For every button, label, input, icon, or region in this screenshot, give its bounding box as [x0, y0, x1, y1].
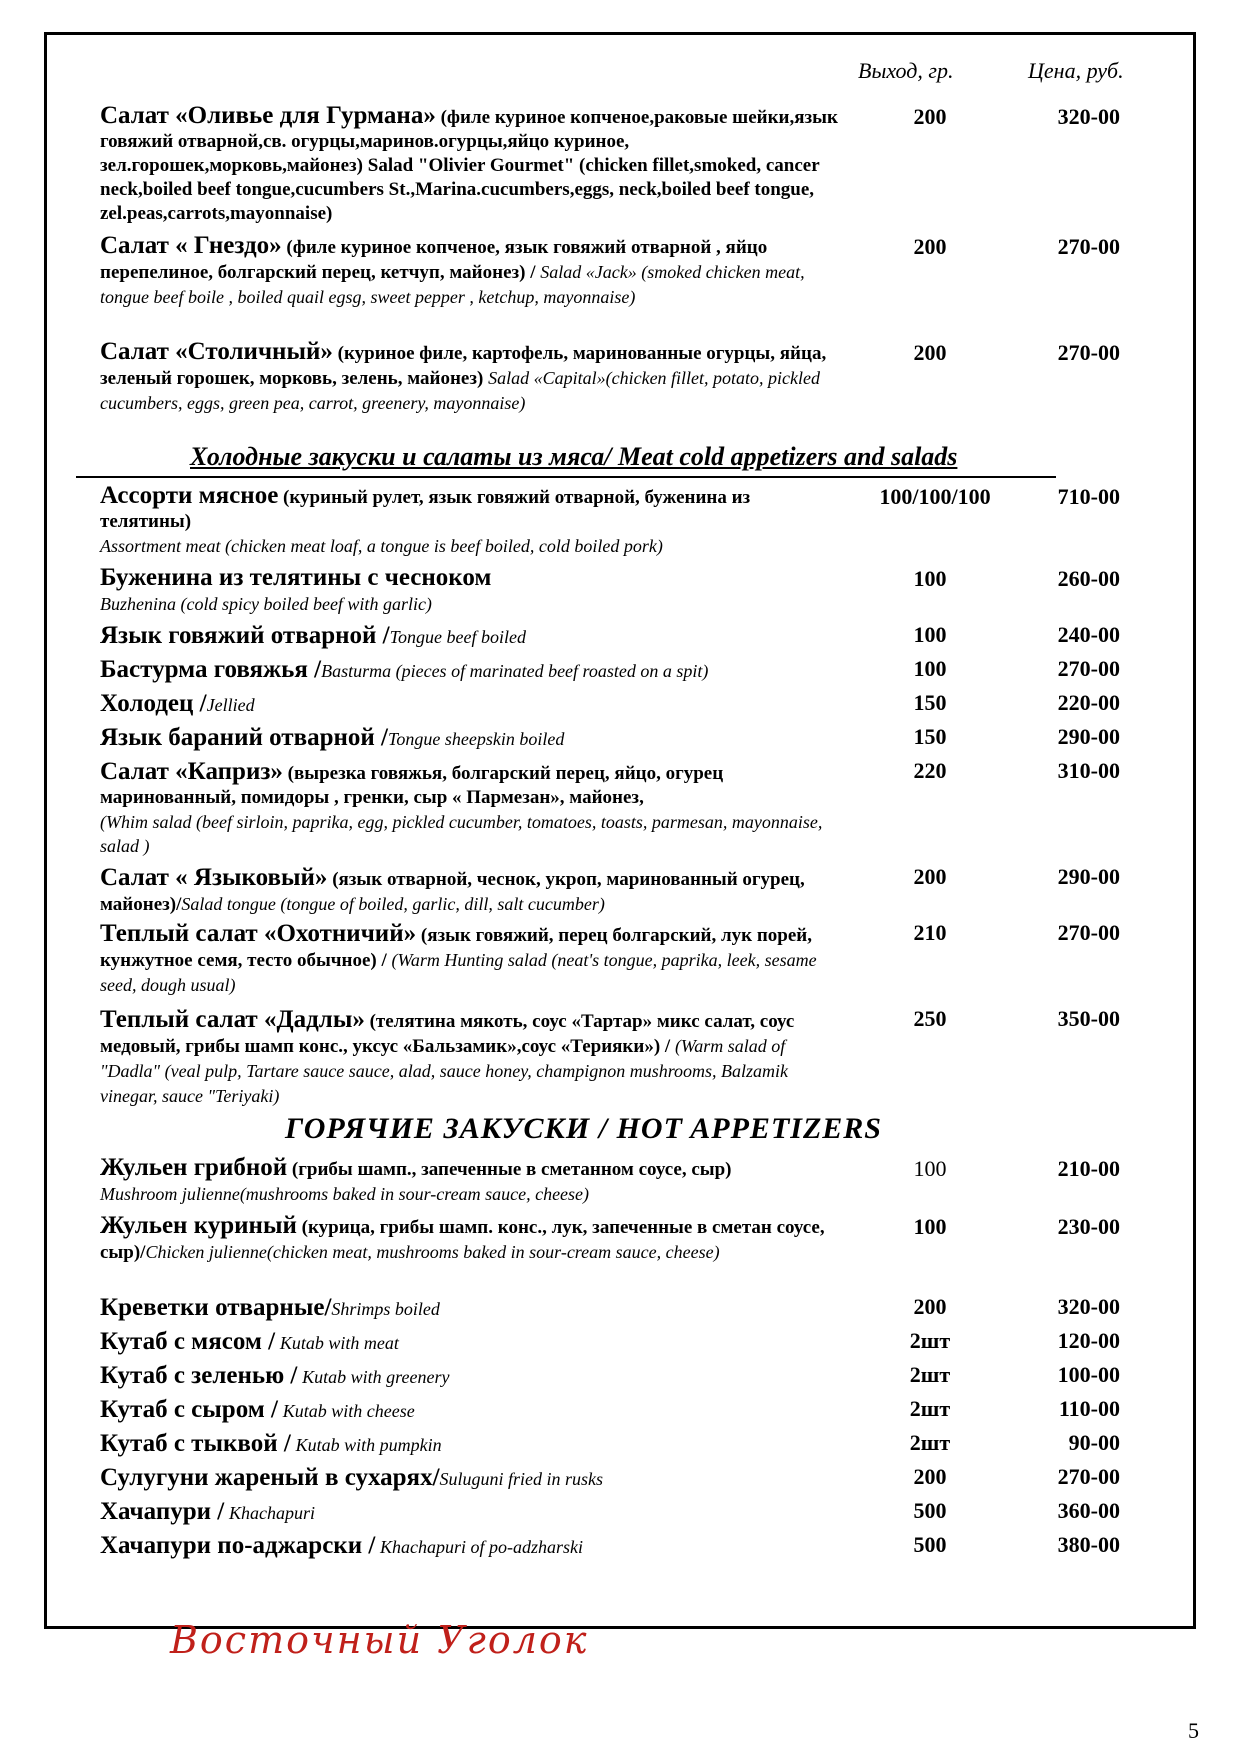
- item-weight: 150: [913, 690, 947, 715]
- item-price: 270-00: [1057, 234, 1120, 259]
- menu-item: Кутаб с мясом / Kutab with meat: [100, 1328, 399, 1355]
- menu-item: Теплый салат «Дадлы» (телятина мякоть, соус «Тартар» микс салат, соус медовый, грибы шамп конс., уксус «Бальзамик»,соус «Терияки») / (Warm salad of "Dadla" (veal pulp, Tartare sauce sauce, alad, sauce honey, champignon mushrooms, Balzamik vinegar, sauce "Teriyaki): [100, 1006, 795, 1106]
- menu-item: Кутаб с тыквой / Kutab with pumpkin: [100, 1430, 442, 1457]
- item-weight: 100: [913, 1156, 947, 1181]
- menu-item: Теплый салат «Охотничий» (язык говяжий, перец болгарский, лук порей, кунжутное семя, тесто обычное) / (Warm Hunting salad (neat's tongue, paprika, leek, sesame seed, dough usual): [100, 920, 817, 995]
- item-weight: 500: [913, 1498, 947, 1523]
- item-price: 310-00: [1057, 758, 1120, 783]
- menu-item: Кутаб с зеленью / Kutab with greenery: [100, 1362, 450, 1389]
- item-weight: 250: [913, 1006, 947, 1031]
- menu-item: Салат « Гнездо» (филе куриное копченое, язык говяжий отварной , яйцо перепелиное, болгарский перец, кетчуп, майонез) / Salad «Jack» (smoked chicken meat, tongue beef boile , boiled quail egsg, sweet pepper , ketchup, mayonnaise): [100, 232, 805, 307]
- page-number: 5: [1188, 1718, 1199, 1743]
- item-price: 350-00: [1057, 1006, 1120, 1031]
- menu-item: Салат « Языковый» (язык отварной, чеснок, укроп, маринованный огурец, майонез)/Salad tongue (tongue of boiled, garlic, dill, salt cucumber): [100, 864, 805, 915]
- menu-item: Язык говяжий отварной /Tongue beef boiled: [100, 622, 526, 649]
- menu-item: Кутаб с сыром / Kutab with cheese: [100, 1396, 415, 1423]
- section-title-hot: ГОРЯЧИЕ ЗАКУСКИ / HOT APPETIZERS: [285, 1112, 882, 1145]
- item-price: 320-00: [1057, 1294, 1120, 1319]
- menu-item: Язык бараний отварной /Tongue sheepskin boiled: [100, 724, 565, 751]
- menu-item: Жульен грибной (грибы шамп., запеченные в сметанном соусе, сыр) Mushroom julienne(mushrooms baked in sour-cream sauce, cheese): [100, 1154, 732, 1204]
- item-weight: 2шт: [909, 1328, 951, 1353]
- menu-item: Жульен куриный (курица, грибы шамп. конс., лук, запеченные в сметан соусе, сыр)/Chicken julienne(chicken meat, mushrooms baked in sour-cream sauce, cheese): [100, 1212, 825, 1263]
- menu-item: Бастурма говяжья /Basturma (pieces of marinated beef roasted on a spit): [100, 656, 709, 683]
- item-weight: 200: [913, 104, 947, 129]
- item-weight: 200: [913, 864, 947, 889]
- section-title-meat: Холодные закуски и салаты из мяса/ Meat cold appetizers and salads: [190, 442, 958, 471]
- item-weight: 200: [913, 1294, 947, 1319]
- restaurant-logo: Восточный Уголок: [170, 1618, 589, 1662]
- item-price: 230-00: [1057, 1214, 1120, 1239]
- item-price: 320-00: [1057, 104, 1120, 129]
- item-weight: 2шт: [909, 1430, 951, 1455]
- item-price: 290-00: [1057, 724, 1120, 749]
- item-price: 100-00: [1057, 1362, 1120, 1387]
- item-weight: 150: [913, 724, 947, 749]
- item-price: 120-00: [1057, 1328, 1120, 1353]
- item-price: 220-00: [1057, 690, 1120, 715]
- menu-item: Холодец /Jellied: [100, 690, 255, 717]
- item-weight: 2шт: [909, 1396, 951, 1421]
- item-weight: 100: [913, 656, 947, 681]
- item-weight: 100/100/100: [879, 484, 991, 509]
- item-weight: 100: [913, 566, 947, 591]
- item-price: 270-00: [1057, 340, 1120, 365]
- price-column-header: Цена, руб.: [1028, 58, 1124, 83]
- menu-item: Салат «Столичный» (куриное филе, картофель, маринованные огурцы, яйца, зеленый горошек, морковь, зелень, майонез) Salad «Capital»(chicken fillet, potato, pickled cucumbers, eggs, green pea, carrot, greenery, mayonnaise): [100, 338, 827, 413]
- menu-item: Буженина из телятины с чесноком Buzhenina (cold spicy boiled beef with garlic): [100, 564, 492, 614]
- item-price: 270-00: [1057, 1464, 1120, 1489]
- item-weight: 2шт: [909, 1362, 951, 1387]
- item-price: 360-00: [1057, 1498, 1120, 1523]
- item-weight: 200: [913, 340, 947, 365]
- item-price: 210-00: [1057, 1156, 1120, 1181]
- item-weight: 200: [913, 234, 947, 259]
- menu-item: Салат «Каприз» (вырезка говяжья, болгарский перец, яйцо, огурец маринованный, помидоры , гренки, сыр « Пармезан», майонез, (Whim salad (beef sirloin, paprika, egg, pickled cucumber, tomatoes, toasts, parmesan, mayonnaise, salad ): [100, 758, 823, 856]
- item-price: 110-00: [1058, 1396, 1120, 1421]
- menu-item: Сулугуни жареный в сухарях/Suluguni fried in rusks: [100, 1464, 604, 1491]
- item-price: 90-00: [1068, 1430, 1120, 1455]
- item-weight: 200: [913, 1464, 947, 1489]
- item-price: 380-00: [1057, 1532, 1120, 1557]
- item-price: 260-00: [1057, 566, 1120, 591]
- item-price: 710-00: [1057, 484, 1120, 509]
- item-price: 240-00: [1057, 622, 1120, 647]
- menu-item: Хачапури / Khachapuri: [100, 1498, 315, 1525]
- menu-item: Салат «Оливье для Гурмана» (филе куриное копченое,раковые шейки,язык говяжий отварной,св. огурцы,маринов.огурцы,яйцо куриное, зел.горошек,морковь,майонез) Salad "Olivier Gourmet" (chicken fillet,smoked, cancer neck,boiled beef tongue,cucumbers St.,Marina.cucumbers,eggs, neck,boiled beef tongue, zel.peas,carrots,mayonnaise): [100, 102, 838, 224]
- item-weight: 500: [913, 1532, 947, 1557]
- item-weight: 220: [913, 758, 947, 783]
- item-weight: 100: [913, 622, 947, 647]
- item-weight: 210: [913, 920, 947, 945]
- item-price: 290-00: [1057, 864, 1120, 889]
- item-price: 270-00: [1057, 920, 1120, 945]
- menu-item: Хачапури по-аджарски / Khachapuri of po-adzharski: [100, 1532, 584, 1559]
- weight-column-header: Выход, гр.: [858, 58, 954, 83]
- menu-item: Ассорти мясное (куриный рулет, язык говяжий отварной, буженина из телятины) Assortment meat (chicken meat loaf, a tongue is beef boiled, cold boiled pork): [100, 482, 751, 556]
- item-price: 270-00: [1057, 656, 1120, 681]
- section-divider: [76, 476, 1056, 478]
- menu-item: Креветки отварные/Shrimps boiled: [100, 1294, 440, 1321]
- item-weight: 100: [913, 1214, 947, 1239]
